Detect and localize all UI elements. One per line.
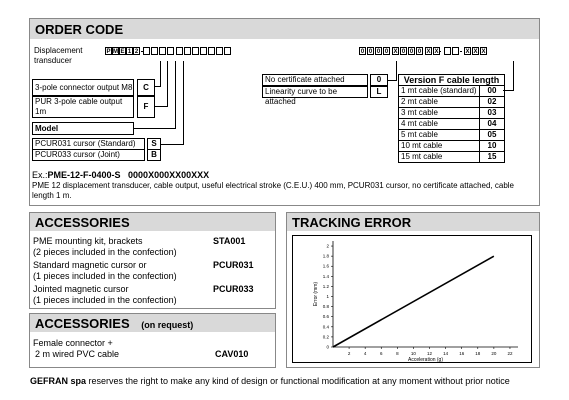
version-f-label: 2 mt cable bbox=[399, 97, 480, 108]
model-label-box: Model bbox=[32, 122, 134, 135]
right-code-box bbox=[444, 47, 451, 55]
code-empty-box bbox=[176, 47, 183, 55]
right-code-box: 0 bbox=[401, 49, 406, 55]
example-description: PME 12 displacement transducer, cable output, useful electrical stroke (C.E.U.) 400 mm, PCUR031 cursor, no certificate attached, cable length 1 m. bbox=[32, 181, 515, 200]
cursor-row-s: PCUR031 cursor (Standard) bbox=[32, 138, 145, 150]
y-tick-label: 0 bbox=[326, 344, 329, 350]
accessories-request-subtitle: (on request) bbox=[141, 320, 194, 330]
accessory-name: Standard magnetic cursor or bbox=[33, 260, 147, 270]
x-tick-label: 8 bbox=[396, 351, 399, 356]
code-char-box: P bbox=[106, 49, 111, 55]
right-code-box bbox=[452, 47, 459, 55]
y-tick-label: 1 bbox=[326, 294, 329, 300]
accessories-request-header bbox=[30, 314, 275, 332]
cursor-row-b: PCUR033 cursor (Joint) bbox=[32, 149, 145, 161]
y-tick-label: 1.8 bbox=[322, 253, 329, 259]
request-line2: 2 m wired PVC cable bbox=[35, 349, 120, 359]
version-f-label: 3 mt cable bbox=[399, 108, 480, 119]
example-prefix: Ex.: bbox=[32, 170, 48, 180]
x-tick-label: 4 bbox=[363, 351, 367, 356]
code-empty-box bbox=[208, 47, 215, 55]
version-f-table bbox=[398, 74, 505, 163]
x-tick-label: 10 bbox=[410, 351, 416, 356]
version-f-row bbox=[399, 108, 505, 119]
x-tick-label: 12 bbox=[427, 351, 433, 356]
order-code-header bbox=[30, 19, 539, 39]
accessories-title: ACCESSORIES bbox=[35, 215, 130, 230]
footer-brand: GEFRAN spa bbox=[30, 376, 87, 386]
code-char-box: 2 bbox=[134, 49, 139, 55]
accessory-note: (1 pieces included in the confection) bbox=[33, 295, 177, 305]
accessory-code: PCUR031 bbox=[213, 260, 254, 270]
cursor-code-s: S bbox=[147, 138, 161, 150]
tracking-title: TRACKING ERROR bbox=[292, 215, 412, 230]
version-f-label: 15 mt cable bbox=[399, 152, 480, 163]
y-tick-label: 1.6 bbox=[322, 263, 329, 269]
accessory-name: Jointed magnetic cursor bbox=[33, 284, 129, 294]
x-tick-label: 16 bbox=[459, 351, 465, 356]
code-empty-box bbox=[151, 47, 158, 55]
right-code-box: X bbox=[393, 49, 398, 55]
right-code-box: X bbox=[465, 49, 470, 55]
code-empty-box bbox=[192, 47, 199, 55]
connector-code-c: C bbox=[137, 79, 155, 96]
cursor-code-b: B bbox=[147, 149, 161, 161]
connector-row-c: 3-pole connector output M8 bbox=[32, 79, 134, 96]
y-tick-label: 2 bbox=[326, 243, 329, 249]
tracking-header bbox=[287, 213, 539, 231]
y-tick-label: 0.6 bbox=[322, 314, 329, 320]
example-line bbox=[32, 170, 532, 181]
y-tick-label: 0.4 bbox=[322, 324, 329, 330]
x-tick-label: 18 bbox=[475, 351, 481, 356]
request-code: CAV010 bbox=[215, 349, 249, 359]
right-code-box: 0 bbox=[417, 49, 422, 55]
version-f-code: 00 bbox=[480, 86, 505, 97]
x-axis-label: Acceleration (g) bbox=[407, 357, 444, 363]
cert-row-0: No certificate attached bbox=[262, 74, 368, 86]
right-code-box: X bbox=[481, 49, 486, 55]
version-f-code: 03 bbox=[480, 108, 505, 119]
request-line1: Female connector + bbox=[33, 338, 113, 348]
version-f-label: 1 mt cable (standard) bbox=[399, 86, 480, 97]
connector-row-f: PUR 3-pole cable output 1m bbox=[32, 96, 134, 118]
y-tick-label: 0.8 bbox=[322, 304, 329, 310]
displacement-label: Displacement transducer bbox=[34, 46, 83, 65]
x-tick-label: 22 bbox=[507, 351, 513, 356]
cert-row-1: Linearity curve to be attached bbox=[262, 86, 368, 98]
accessory-note: (2 pieces included in the confection) bbox=[33, 247, 177, 257]
code-empty-box bbox=[184, 47, 191, 55]
y-tick-label: 1.2 bbox=[322, 283, 329, 289]
accessory-note: (1 pieces included in the confection) bbox=[33, 271, 177, 281]
version-f-label: 5 mt cable bbox=[399, 130, 480, 141]
right-code-box: 0 bbox=[368, 49, 373, 55]
version-f-code: 05 bbox=[480, 130, 505, 141]
right-code-box: 0 bbox=[376, 49, 381, 55]
series-line bbox=[333, 256, 494, 347]
right-code-box: X bbox=[473, 49, 478, 55]
right-code-box: 0 bbox=[409, 49, 414, 55]
version-f-row bbox=[399, 119, 505, 130]
code-char-box: 1 bbox=[127, 49, 132, 55]
accessory-name: PME mounting kit, brackets bbox=[33, 236, 143, 246]
y-axis-label: Error (mm) bbox=[313, 281, 319, 307]
accessory-code: STA001 bbox=[213, 236, 246, 246]
version-f-row bbox=[399, 130, 505, 141]
version-f-code: 04 bbox=[480, 119, 505, 130]
code-empty-box bbox=[167, 47, 174, 55]
x-tick-label: 14 bbox=[443, 351, 449, 356]
y-tick-label: 1.4 bbox=[322, 273, 329, 279]
right-code-box: 0 bbox=[360, 49, 365, 55]
y-tick-label: 0.2 bbox=[322, 334, 329, 340]
code-char-box: E bbox=[120, 49, 125, 55]
version-f-header: Version F cable length bbox=[399, 75, 505, 86]
version-f-code: 02 bbox=[480, 97, 505, 108]
version-f-row bbox=[399, 86, 505, 97]
cert-code-1: L bbox=[370, 86, 388, 98]
footer bbox=[30, 376, 510, 387]
code-empty-box bbox=[159, 47, 166, 55]
tracking-chart bbox=[292, 235, 532, 363]
code-empty-box bbox=[224, 47, 231, 55]
x-tick-label: 6 bbox=[380, 351, 383, 356]
x-tick-label: 20 bbox=[491, 351, 497, 356]
version-f-label: 10 mt cable bbox=[399, 141, 480, 152]
order-code-title: ORDER CODE bbox=[35, 22, 124, 37]
version-f-row bbox=[399, 152, 505, 163]
cert-code-0: 0 bbox=[370, 74, 388, 86]
x-tick-label: 2 bbox=[347, 351, 351, 356]
version-f-row bbox=[399, 97, 505, 108]
version-f-row bbox=[399, 141, 505, 152]
example-code: PME-12-F-0400-S 0000X000XX00XXX bbox=[47, 170, 210, 180]
accessory-code: PCUR033 bbox=[213, 284, 254, 294]
code-empty-box bbox=[143, 47, 150, 55]
accessories-request-title: ACCESSORIES bbox=[35, 316, 130, 331]
version-f-code: 15 bbox=[480, 152, 505, 163]
code-char-box: M bbox=[113, 49, 118, 55]
footer-text: reserves the right to make any kind of design or functional modification at any moment without prior notice bbox=[86, 376, 510, 386]
right-code-box: 0 bbox=[384, 49, 389, 55]
code-empty-box bbox=[216, 47, 223, 55]
right-code-box: X bbox=[434, 49, 439, 55]
version-f-code: 10 bbox=[480, 141, 505, 152]
accessories-header bbox=[30, 213, 275, 231]
right-code-box: X bbox=[426, 49, 431, 55]
version-f-label: 4 mt cable bbox=[399, 119, 480, 130]
connector-code-f: F bbox=[137, 96, 155, 118]
code-empty-box bbox=[200, 47, 207, 55]
